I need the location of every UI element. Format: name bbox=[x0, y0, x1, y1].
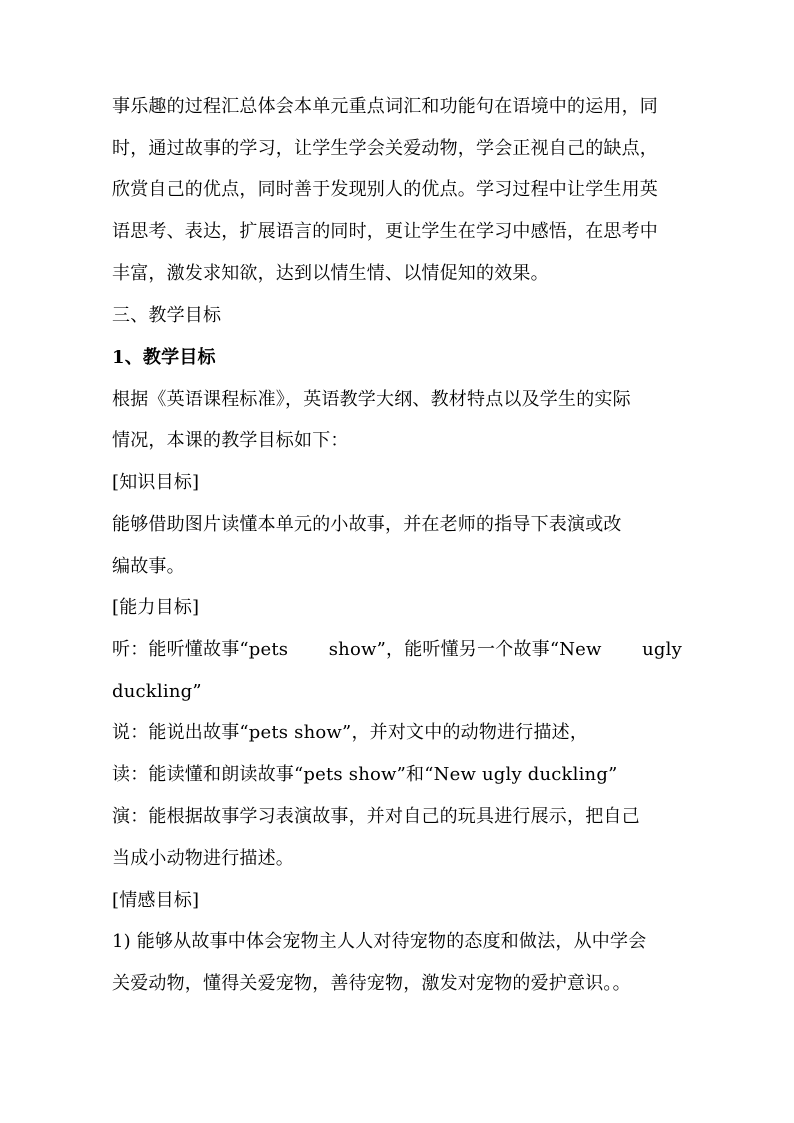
listen-line-part-2: show”，能听懂另一个故事“New bbox=[328, 639, 602, 660]
listen-line-part-1: 听：能听懂故事“pets bbox=[112, 639, 289, 660]
knowledge-goal-label: [知识目标] bbox=[112, 472, 200, 493]
act-line-1: 演：能根据故事学习表演故事，并对自己的玩具进行展示，把自己 bbox=[112, 806, 640, 827]
emotion-item-1-line-2: 关爱动物，懂得关爱宠物，善待宠物，激发对宠物的爱护意识。。 bbox=[112, 973, 631, 994]
subsection-heading: 1、教学目标 bbox=[112, 347, 216, 368]
listen-line-part-3: ugly bbox=[642, 639, 682, 660]
listen-line bbox=[112, 639, 682, 661]
basis-line-2: 情况，本课的教学目标如下： bbox=[112, 430, 349, 451]
section-heading: 三、教学目标 bbox=[112, 305, 222, 326]
intro-line-5: 丰富，激发求知欲，达到以情生情、以情促知的效果。 bbox=[112, 263, 549, 284]
knowledge-goal-line-2: 编故事。 bbox=[112, 556, 185, 577]
basis-line-1: 根据《英语课程标准》，英语教学大纲、教材特点以及学生的实际 bbox=[112, 389, 631, 410]
intro-line-4: 语思考、表达，扩展语言的同时，更让学生在学习中感悟，在思考中 bbox=[112, 221, 658, 242]
listen-line-continued: duckling” bbox=[112, 681, 202, 702]
emotion-goal-label: [情感目标] bbox=[112, 890, 200, 911]
speak-line: 说：能说出故事“pets show”，并对文中的动物进行描述， bbox=[112, 722, 589, 743]
act-line-2: 当成小动物进行描述。 bbox=[112, 848, 294, 869]
read-line: 读：能读懂和朗读故事“pets show”和“New ugly duckling” bbox=[112, 764, 618, 785]
ability-goal-label: [能力目标] bbox=[112, 597, 200, 618]
intro-line-1: 事乐趣的过程汇总体会本单元重点词汇和功能句在语境中的运用，同 bbox=[112, 96, 658, 117]
intro-line-2: 时，通过故事的学习，让学生学会关爱动物，学会正视自己的缺点， bbox=[112, 138, 658, 159]
knowledge-goal-line-1: 能够借助图片读懂本单元的小故事，并在老师的指导下表演或改 bbox=[112, 514, 622, 535]
intro-line-3: 欣赏自己的优点，同时善于发现别人的优点。学习过程中让学生用英 bbox=[112, 179, 658, 200]
emotion-item-1-line-1: 1) 能够从故事中体会宠物主人人对待宠物的态度和做法，从中学会 bbox=[112, 931, 647, 952]
